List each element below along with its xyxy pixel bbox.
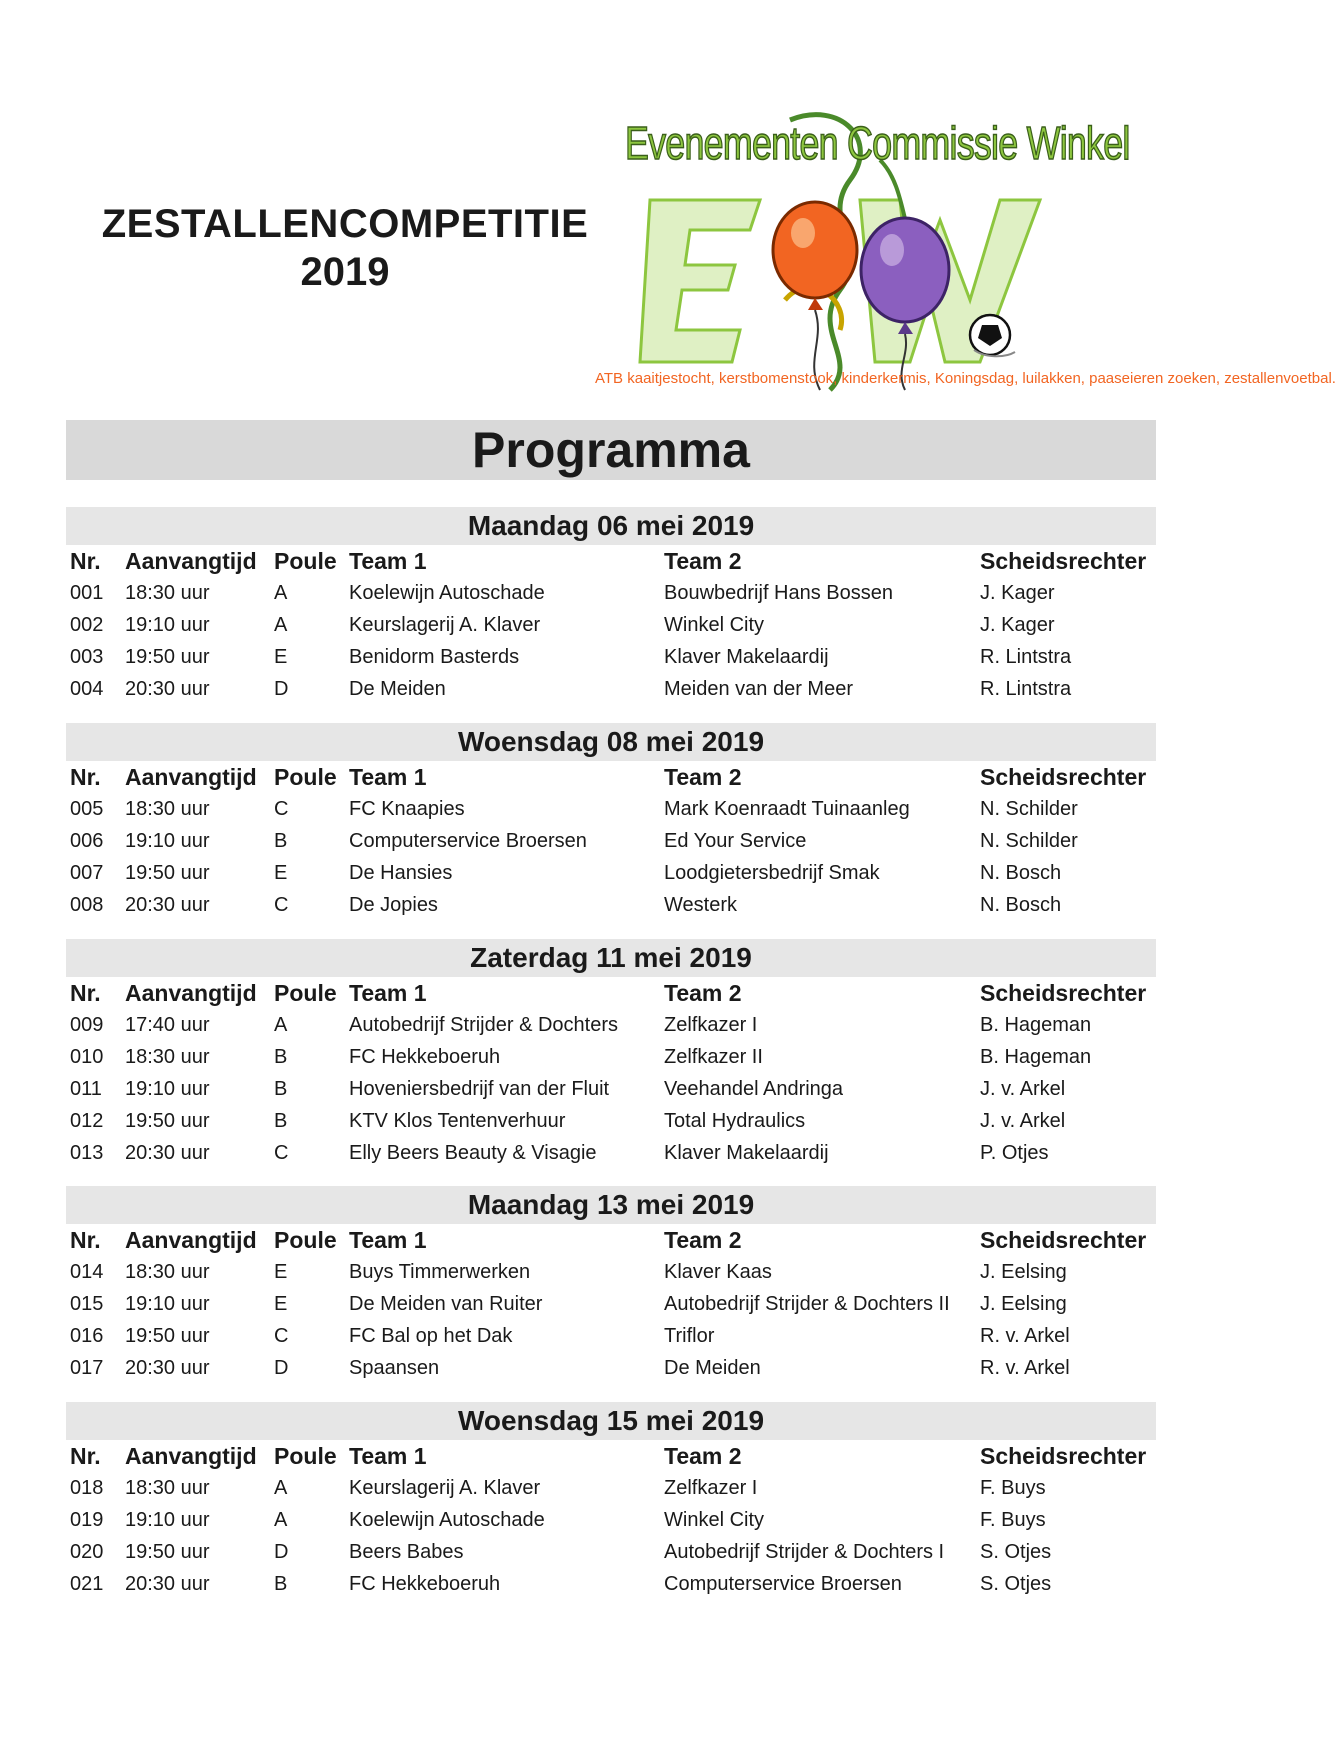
match-team1: De Meiden [349, 678, 446, 700]
match-ref: J. Kager [980, 614, 1055, 636]
match-poule: C [274, 1142, 289, 1164]
match-row [66, 793, 1156, 825]
match-row [66, 1352, 1156, 1384]
match-team1: De Meiden van Ruiter [349, 1293, 543, 1315]
match-team2: Klaver Makelaardij [664, 646, 829, 668]
day-block [66, 1186, 1156, 1384]
match-nr: 016 [70, 1325, 104, 1347]
match-row [66, 1256, 1156, 1288]
day-header: Woensdag 08 mei 2019 [66, 723, 1156, 761]
column-header-team2: Team 2 [664, 764, 742, 790]
match-poule: B [274, 1573, 288, 1595]
match-nr: 015 [70, 1293, 104, 1315]
day-header: Maandag 13 mei 2019 [66, 1186, 1156, 1224]
match-team1: Beers Babes [349, 1541, 464, 1563]
match-poule: A [274, 1014, 288, 1036]
title-line-1: ZESTALLENCOMPETITIE [101, 202, 589, 246]
match-time: 20:30 uur [125, 1142, 210, 1164]
day-block [66, 939, 1156, 1169]
match-nr: 001 [70, 582, 104, 604]
match-ref: J. v. Arkel [980, 1110, 1066, 1132]
match-time: 18:30 uur [125, 582, 210, 604]
match-poule: A [274, 1477, 288, 1499]
match-ref: J. Kager [980, 582, 1055, 604]
match-team2: Westerk [664, 894, 737, 916]
match-team2: Winkel City [664, 614, 765, 636]
programma-banner: Programma [66, 420, 1156, 480]
column-header-time: Aanvangtijd [125, 1443, 257, 1469]
match-row [66, 1009, 1156, 1041]
match-ref: F. Buys [980, 1477, 1046, 1499]
match-team2: Veehandel Andringa [664, 1078, 844, 1100]
match-team2: Ed Your Service [664, 830, 807, 852]
match-nr: 012 [70, 1110, 104, 1132]
match-ref: J. v. Arkel [980, 1078, 1066, 1100]
match-team2: Meiden van der Meer [664, 678, 853, 700]
match-ref: S. Otjes [980, 1541, 1052, 1563]
match-time: 20:30 uur [125, 894, 210, 916]
match-row [66, 609, 1156, 641]
match-nr: 013 [70, 1142, 104, 1164]
title-year: 2019 [300, 250, 390, 294]
column-header-row [66, 545, 1156, 577]
match-nr: 019 [70, 1509, 104, 1531]
match-team2: Bouwbedrijf Hans Bossen [664, 582, 894, 604]
match-team1: FC Hekkeboeruh [349, 1573, 501, 1595]
logo [595, 100, 1336, 410]
column-header-time: Aanvangtijd [125, 764, 257, 790]
day-header: Maandag 06 mei 2019 [66, 507, 1156, 545]
match-poule: E [274, 1293, 288, 1315]
column-header-ref: Scheidsrechter [980, 980, 1147, 1006]
match-team2: Total Hydraulics [664, 1110, 806, 1132]
match-team1: Keurslagerij A. Klaver [349, 614, 541, 636]
match-team2: Klaver Makelaardij [664, 1142, 829, 1164]
column-header-team2: Team 2 [664, 1227, 742, 1253]
match-team2: De Meiden [664, 1357, 761, 1379]
column-header-time: Aanvangtijd [125, 548, 257, 574]
match-row [66, 1288, 1156, 1320]
match-poule: B [274, 1046, 288, 1068]
match-ref: P. Otjes [980, 1142, 1049, 1164]
match-poule: D [274, 1357, 289, 1379]
match-team2: Triflor [664, 1325, 715, 1347]
match-row [66, 1320, 1156, 1352]
match-time: 19:50 uur [125, 1325, 210, 1347]
match-ref: B. Hageman [980, 1014, 1092, 1036]
column-header-team1: Team 1 [349, 980, 427, 1006]
column-header-row [66, 1224, 1156, 1256]
match-ref: R. Lintstra [980, 678, 1072, 700]
match-row [66, 1504, 1156, 1536]
column-header-ref: Scheidsrechter [980, 548, 1147, 574]
match-team2: Computerservice Broersen [664, 1573, 902, 1595]
match-nr: 004 [70, 678, 104, 700]
match-poule: E [274, 862, 288, 884]
match-team2: Zelfkazer II [664, 1046, 763, 1068]
match-team1: Computerservice Broersen [349, 830, 587, 852]
match-team1: Koelewijn Autoschade [349, 1509, 545, 1531]
match-time: 20:30 uur [125, 1573, 210, 1595]
match-team1: FC Bal op het Dak [349, 1325, 513, 1347]
match-row [66, 1105, 1156, 1137]
match-team1: FC Knaapies [349, 798, 465, 820]
match-team2: Klaver Kaas [664, 1261, 772, 1283]
match-time: 18:30 uur [125, 1261, 210, 1283]
match-poule: A [274, 582, 288, 604]
match-team2: Winkel City [664, 1509, 765, 1531]
column-header-team1: Team 1 [349, 1443, 427, 1469]
column-header-nr: Nr. [70, 1227, 101, 1253]
match-ref: R. Lintstra [980, 646, 1072, 668]
match-row [66, 673, 1156, 705]
match-time: 19:50 uur [125, 1541, 210, 1563]
match-team2: Loodgietersbedrijf Smak [664, 862, 880, 884]
match-ref: S. Otjes [980, 1573, 1052, 1595]
match-time: 19:10 uur [125, 830, 210, 852]
column-header-poule: Poule [274, 1443, 337, 1469]
match-nr: 018 [70, 1477, 104, 1499]
column-header-team1: Team 1 [349, 548, 427, 574]
match-time: 19:10 uur [125, 1509, 210, 1531]
match-poule: E [274, 646, 288, 668]
day-block [66, 723, 1156, 921]
match-team1: FC Hekkeboeruh [349, 1046, 501, 1068]
column-header-nr: Nr. [70, 548, 101, 574]
match-ref: J. Eelsing [980, 1293, 1067, 1315]
match-team1: Keurslagerij A. Klaver [349, 1477, 541, 1499]
match-nr: 007 [70, 862, 104, 884]
match-ref: N. Bosch [980, 894, 1062, 916]
logo-name: Evenementen Commissie Winkel [625, 117, 1130, 169]
column-header-nr: Nr. [70, 980, 101, 1006]
match-ref: R. v. Arkel [980, 1325, 1070, 1347]
column-header-ref: Scheidsrechter [980, 1443, 1147, 1469]
match-time: 19:50 uur [125, 862, 210, 884]
match-row [66, 1536, 1156, 1568]
match-team1: De Hansies [349, 862, 453, 884]
match-time: 19:10 uur [125, 1293, 210, 1315]
match-row [66, 1073, 1156, 1105]
column-header-nr: Nr. [70, 1443, 101, 1469]
day-header: Zaterdag 11 mei 2019 [66, 939, 1156, 977]
match-team1: Autobedrijf Strijder & Dochters [349, 1014, 619, 1036]
match-team1: Benidorm Basterds [349, 646, 520, 668]
match-nr: 009 [70, 1014, 104, 1036]
match-team1: KTV Klos Tentenverhuur [349, 1110, 566, 1132]
match-row [66, 857, 1156, 889]
column-header-time: Aanvangtijd [125, 1227, 257, 1253]
match-row [66, 1137, 1156, 1169]
match-nr: 020 [70, 1541, 104, 1563]
match-time: 17:40 uur [125, 1014, 210, 1036]
match-ref: F. Buys [980, 1509, 1046, 1531]
column-header-row [66, 977, 1156, 1009]
day-block [66, 1402, 1156, 1600]
match-team2: Zelfkazer I [664, 1477, 758, 1499]
match-nr: 003 [70, 646, 104, 668]
match-ref: N. Schilder [980, 798, 1078, 820]
match-poule: C [274, 1325, 289, 1347]
match-time: 19:10 uur [125, 614, 210, 636]
day-block [66, 507, 1156, 705]
match-poule: D [274, 678, 289, 700]
match-row [66, 1472, 1156, 1504]
match-row [66, 641, 1156, 673]
column-header-poule: Poule [274, 1227, 337, 1253]
match-time: 19:50 uur [125, 1110, 210, 1132]
match-team1: Buys Timmerwerken [349, 1261, 531, 1283]
match-poule: B [274, 1110, 288, 1132]
column-header-poule: Poule [274, 548, 337, 574]
match-nr: 010 [70, 1046, 104, 1068]
match-team1: De Jopies [349, 894, 438, 916]
match-team1: Hoveniersbedrijf van der Fluit [349, 1078, 610, 1100]
match-team1: Koelewijn Autoschade [349, 582, 545, 604]
match-poule: C [274, 798, 289, 820]
match-poule: B [274, 1078, 288, 1100]
match-time: 20:30 uur [125, 1357, 210, 1379]
match-nr: 021 [70, 1573, 104, 1595]
match-row [66, 577, 1156, 609]
column-header-time: Aanvangtijd [125, 980, 257, 1006]
match-team2: Autobedrijf Strijder & Dochters I [664, 1541, 945, 1563]
column-header-ref: Scheidsrechter [980, 764, 1147, 790]
match-nr: 008 [70, 894, 104, 916]
match-ref: R. v. Arkel [980, 1357, 1070, 1379]
match-time: 19:10 uur [125, 1078, 210, 1100]
match-nr: 011 [70, 1078, 102, 1100]
column-header-row [66, 1440, 1156, 1472]
match-row [66, 889, 1156, 921]
match-ref: N. Bosch [980, 862, 1062, 884]
column-header-team2: Team 2 [664, 980, 742, 1006]
match-poule: B [274, 830, 288, 852]
match-nr: 002 [70, 614, 104, 636]
match-nr: 017 [70, 1357, 104, 1379]
column-header-team1: Team 1 [349, 1227, 427, 1253]
match-time: 20:30 uur [125, 678, 210, 700]
column-header-row [66, 761, 1156, 793]
match-poule: A [274, 1509, 288, 1531]
match-poule: C [274, 894, 289, 916]
column-header-team2: Team 2 [664, 1443, 742, 1469]
day-header: Woensdag 15 mei 2019 [66, 1402, 1156, 1440]
document-title [80, 200, 610, 296]
match-ref: J. Eelsing [980, 1261, 1067, 1283]
match-team2: Mark Koenraadt Tuinaanleg [664, 798, 910, 820]
match-team1: Elly Beers Beauty & Visagie [349, 1142, 597, 1164]
match-time: 18:30 uur [125, 798, 210, 820]
match-row [66, 1568, 1156, 1600]
match-team2: Autobedrijf Strijder & Dochters II [664, 1293, 950, 1315]
match-ref: B. Hageman [980, 1046, 1092, 1068]
match-poule: D [274, 1541, 289, 1563]
column-header-team1: Team 1 [349, 764, 427, 790]
logo-tagline: ATB kaaitjestocht, kerstbomenstook, kinderkermis, Koningsdag, luilakken, paaseieren zoeken, zestallenvoetbal. [595, 370, 1336, 387]
column-header-poule: Poule [274, 764, 337, 790]
column-header-poule: Poule [274, 980, 337, 1006]
match-nr: 005 [70, 798, 104, 820]
match-time: 18:30 uur [125, 1046, 210, 1068]
match-time: 19:50 uur [125, 646, 210, 668]
match-row [66, 1041, 1156, 1073]
match-row [66, 825, 1156, 857]
match-nr: 014 [70, 1261, 104, 1283]
column-header-ref: Scheidsrechter [980, 1227, 1147, 1253]
match-poule: A [274, 614, 288, 636]
column-header-nr: Nr. [70, 764, 101, 790]
column-header-team2: Team 2 [664, 548, 742, 574]
match-poule: E [274, 1261, 288, 1283]
match-ref: N. Schilder [980, 830, 1078, 852]
match-team1: Spaansen [349, 1357, 440, 1379]
match-team2: Zelfkazer I [664, 1014, 758, 1036]
match-nr: 006 [70, 830, 104, 852]
match-time: 18:30 uur [125, 1477, 210, 1499]
